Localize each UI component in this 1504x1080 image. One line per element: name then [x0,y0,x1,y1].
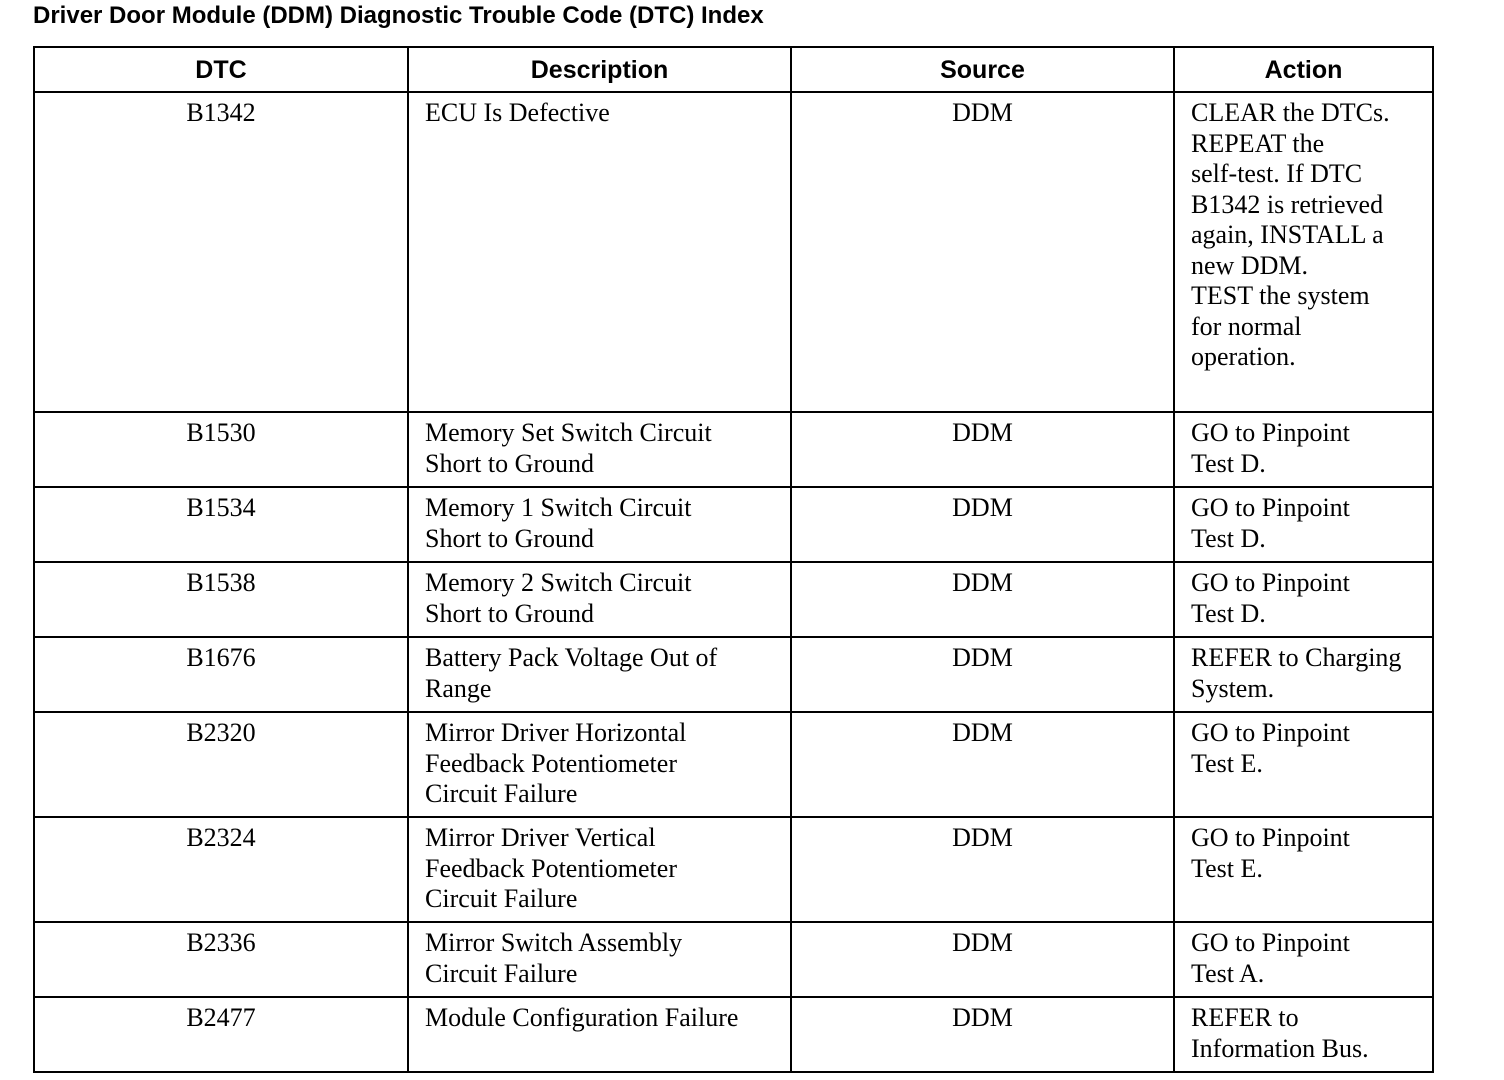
cell-dtc-code: B2324 [34,817,408,922]
description-line: Mirror Driver Vertical [425,823,656,852]
action-line: again, INSTALL a [1191,220,1384,249]
description-line: Circuit Failure [425,779,578,808]
table-row [34,637,1433,712]
cell-source: DDM [791,562,1174,637]
cell-source: DDM [791,637,1174,712]
cell-description [408,92,791,412]
action-line: for normal [1191,311,1302,341]
action-line: GO to Pinpoint [1191,568,1350,597]
cell-action [1174,562,1433,637]
action-line: operation. [1191,342,1296,371]
cell-description [408,637,791,712]
cell-action [1174,922,1433,997]
description-line: Feedback Potentiometer [425,748,677,778]
cell-action [1174,712,1433,817]
header-dtc: DTC [34,47,408,92]
description-line: Memory 2 Switch Circuit [425,568,692,597]
cell-dtc-code: B1538 [34,562,408,637]
action-line: Test D. [1191,448,1266,478]
description-line: Range [425,673,492,703]
description-line: Circuit Failure [425,958,578,988]
cell-source: DDM [791,997,1174,1072]
action-line: GO to Pinpoint [1191,493,1350,522]
cell-source: DDM [791,712,1174,817]
cell-description [408,562,791,637]
cell-source: DDM [791,487,1174,562]
table-row [34,487,1433,562]
cell-action [1174,487,1433,562]
header-description: Description [408,47,791,92]
cell-action [1174,412,1433,487]
action-line: TEST the system [1191,281,1370,310]
cell-dtc-code: B2477 [34,997,408,1072]
cell-description [408,817,791,922]
description-line: Short to Ground [425,523,594,553]
action-line: Test A. [1191,958,1265,988]
action-line: CLEAR the DTCs. [1191,98,1390,127]
cell-action [1174,997,1433,1072]
action-line: B1342 is retrieved [1191,189,1384,219]
description-line: Mirror Driver Horizontal [425,718,687,747]
cell-source: DDM [791,92,1174,412]
cell-description [408,487,791,562]
table-header-row [34,47,1433,92]
action-line: System. [1191,673,1275,703]
description-line: Short to Ground [425,598,594,628]
cell-action [1174,92,1433,412]
table-row [34,817,1433,922]
cell-dtc-code: B1676 [34,637,408,712]
action-line: REFER to [1191,1003,1299,1032]
dtc-index-table [33,46,1434,1073]
table-row [34,922,1433,997]
description-line: Memory Set Switch Circuit [425,418,712,447]
action-line: Test D. [1191,598,1266,628]
description-line: Module Configuration Failure [425,1003,739,1032]
table-body [34,92,1433,1072]
table-row [34,562,1433,637]
cell-dtc-code: B1534 [34,487,408,562]
cell-dtc-code: B1342 [34,92,408,412]
header-action: Action [1174,47,1433,92]
action-line: Test E. [1191,853,1263,883]
action-line: REPEAT the [1191,128,1325,158]
action-line: Test E. [1191,748,1263,778]
action-line: Information Bus. [1191,1033,1369,1063]
table-row [34,997,1433,1072]
cell-description [408,997,791,1072]
description-line: Circuit Failure [425,884,578,913]
action-line: GO to Pinpoint [1191,718,1350,747]
action-line: GO to Pinpoint [1191,418,1350,447]
table-row [34,92,1433,412]
cell-description [408,922,791,997]
cell-source: DDM [791,817,1174,922]
cell-dtc-code: B1530 [34,412,408,487]
action-line: self-test. If DTC [1191,159,1363,188]
description-line: Battery Pack Voltage Out of [425,643,718,672]
cell-action [1174,817,1433,922]
action-line: Test D. [1191,523,1266,553]
table-row [34,712,1433,817]
description-line: Feedback Potentiometer [425,853,677,883]
action-line: GO to Pinpoint [1191,823,1350,852]
description-line: Short to Ground [425,448,594,478]
document-title: Driver Door Module (DDM) Diagnostic Trouble Code (DTC) Index [33,2,764,29]
cell-source: DDM [791,922,1174,997]
cell-source: DDM [791,412,1174,487]
cell-description [408,412,791,487]
description-line: ECU Is Defective [425,98,610,127]
table-row [34,412,1433,487]
cell-dtc-code: B2336 [34,922,408,997]
action-line: GO to Pinpoint [1191,928,1350,957]
description-line: Mirror Switch Assembly [425,928,683,957]
cell-description [408,712,791,817]
description-line: Memory 1 Switch Circuit [425,493,692,522]
cell-action [1174,637,1433,712]
cell-dtc-code: B2320 [34,712,408,817]
action-line: new DDM. [1191,250,1308,280]
action-line: REFER to Charging [1191,643,1402,672]
header-source: Source [791,47,1174,92]
